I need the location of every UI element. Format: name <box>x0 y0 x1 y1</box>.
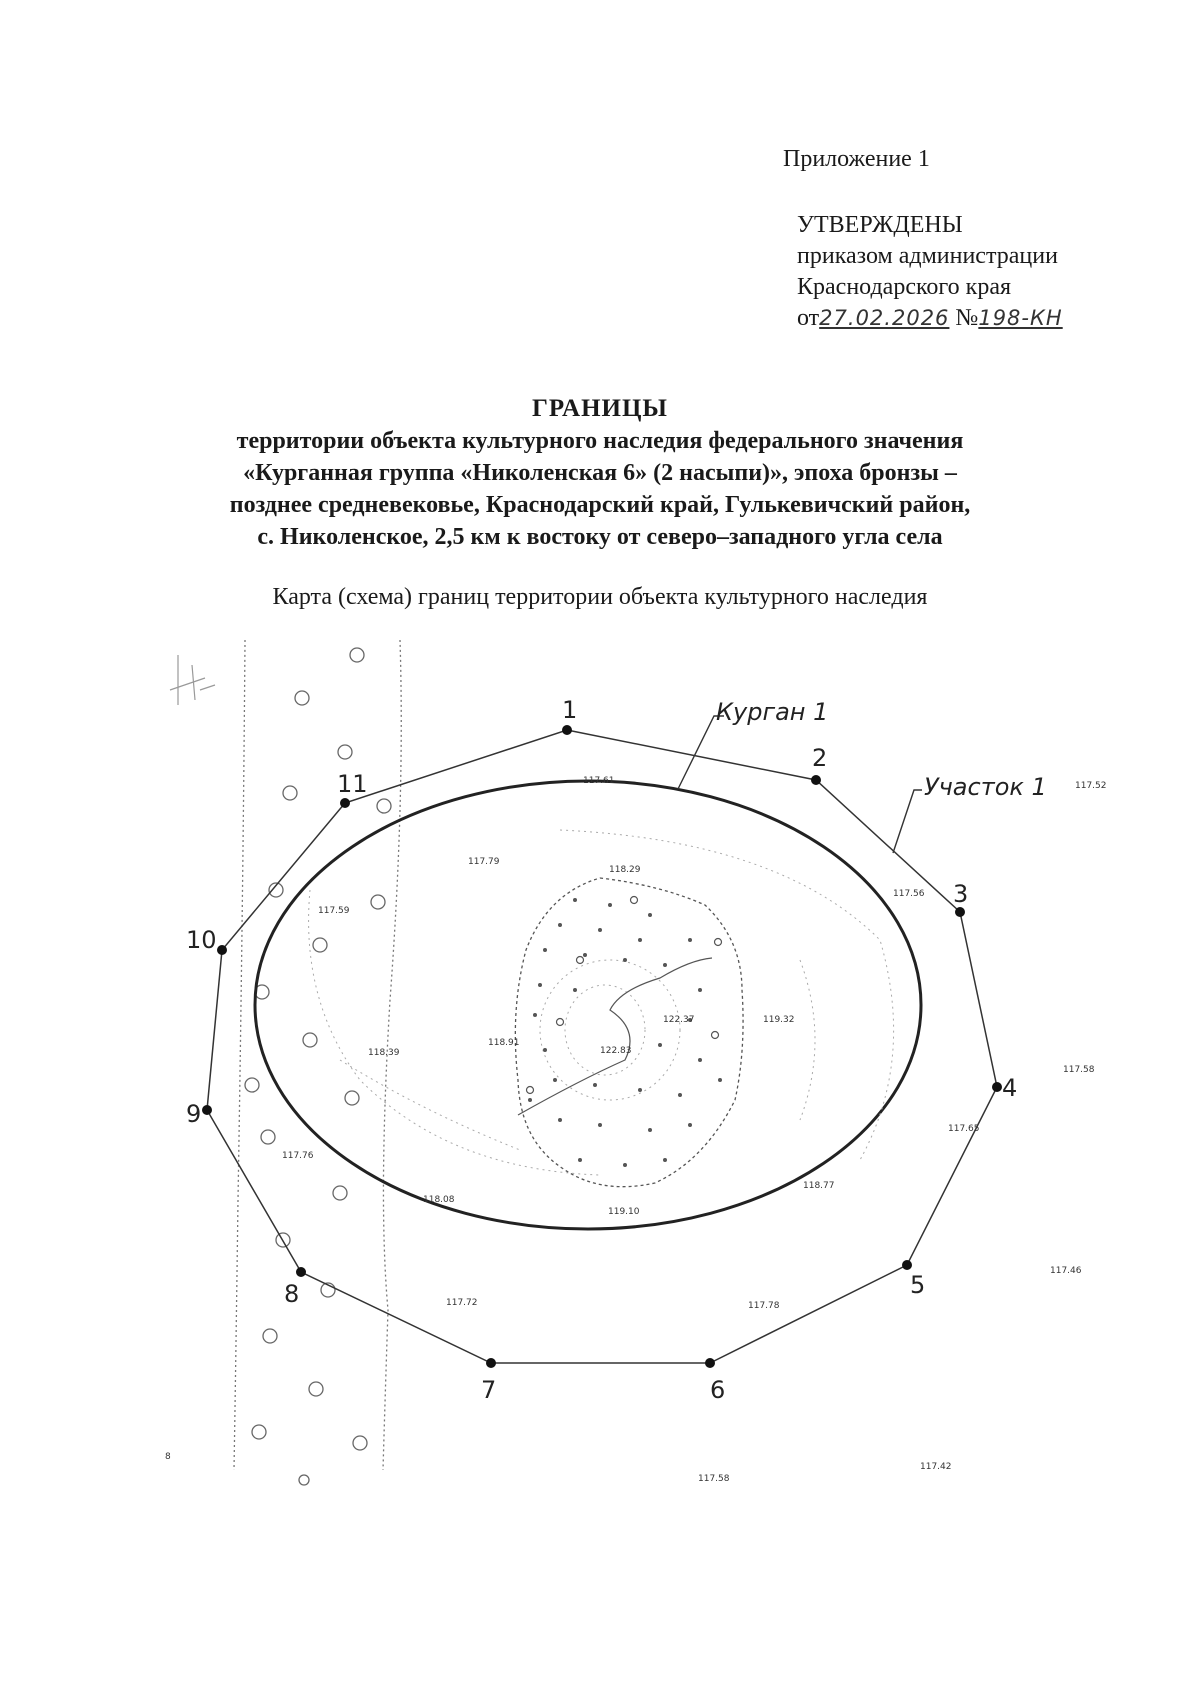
elevation-mark: 118.29 <box>609 865 641 875</box>
elevation-mark: 117.72 <box>446 1298 478 1308</box>
title-line-4: с. Николенское, 2,5 км к востоку от северо–западного угла села <box>257 524 943 550</box>
approved-heading: УТВЕРЖДЕНЫ <box>797 212 963 238</box>
corner-scribble <box>170 655 215 705</box>
boundary-point <box>296 1267 306 1277</box>
boundary-point <box>705 1358 715 1368</box>
boundary-point <box>202 1105 212 1115</box>
boundary-point <box>992 1082 1002 1092</box>
point-label-11: 11 <box>337 770 368 798</box>
number-prefix: № <box>955 305 979 331</box>
point-label-8: 8 <box>284 1280 300 1308</box>
kurgan-ellipse <box>255 781 921 1229</box>
elevation-mark: 117.56 <box>893 889 925 899</box>
contour-lines <box>309 830 894 1175</box>
point-label-9: 9 <box>186 1100 202 1128</box>
elevation-mark: 117.59 <box>318 906 350 916</box>
elevation-mark: 117.79 <box>468 857 500 867</box>
appendix-label: Приложение 1 <box>783 146 930 172</box>
elevation-marks <box>282 776 1107 1484</box>
strip-boundary-left <box>234 640 245 1470</box>
elevation-mark: 118.08 <box>423 1195 455 1205</box>
elevation-mark: 117.52 <box>1075 781 1107 791</box>
elevation-mark: 118.91 <box>488 1038 520 1048</box>
point-label-7: 7 <box>481 1376 497 1404</box>
corner-mark: 8 <box>165 1452 171 1462</box>
point-label-6: 6 <box>710 1376 726 1404</box>
elevation-mark: 117.65 <box>948 1124 980 1134</box>
boundary-point <box>486 1358 496 1368</box>
elevation-mark: 117.76 <box>282 1151 314 1161</box>
boundary-point <box>217 945 227 955</box>
mound-ridge-line <box>518 958 712 1115</box>
point-label-1: 1 <box>562 696 578 724</box>
elevation-mark: 122.83 <box>600 1046 632 1056</box>
point-label-3: 3 <box>953 880 969 908</box>
boundary-point <box>562 725 572 735</box>
order-line-1: приказом администрации <box>797 243 1058 269</box>
label-kurgan: Курган 1 <box>716 698 829 726</box>
point-label-5: 5 <box>910 1271 926 1299</box>
mound-dots <box>528 898 722 1167</box>
elevation-mark: 117.58 <box>698 1474 730 1484</box>
kurgan-leader <box>678 716 724 789</box>
title-line-3: позднее средневековье, Краснодарский край, Гулькевичский район, <box>229 492 971 518</box>
elevation-mark: 119.32 <box>763 1015 795 1025</box>
elevation-mark: 117.46 <box>1050 1266 1082 1276</box>
point-label-2: 2 <box>812 744 828 772</box>
boundary-point <box>902 1260 912 1270</box>
plot-leader <box>893 790 922 853</box>
elevation-mark: 117.42 <box>920 1462 952 1472</box>
title-line-2: «Курганная группа «Николенская 6» (2 насыпи)», эпоха бронзы – <box>243 460 957 486</box>
handwritten-date: 27.02.2026 <box>819 306 950 330</box>
elevation-mark: 117.58 <box>1063 1065 1095 1075</box>
boundary-point <box>955 907 965 917</box>
handwritten-number: 198-КН <box>978 306 1063 330</box>
elevation-mark: 117.61 <box>583 776 615 786</box>
elevation-mark: 117.78 <box>748 1301 780 1311</box>
elevation-mark: 119.10 <box>608 1207 640 1217</box>
title-line-1: территории объекта культурного наследия федерального значения <box>236 428 964 454</box>
boundary-point <box>340 798 350 808</box>
elevation-mark: 122.37 <box>663 1015 695 1025</box>
label-plot: Участок 1 <box>924 773 1047 801</box>
order-line-2: Краснодарского края <box>797 274 1012 300</box>
elevation-mark: 118.77 <box>803 1181 835 1191</box>
elevation-mark: 118.39 <box>368 1048 400 1058</box>
boundary-point <box>811 775 821 785</box>
date-prefix: от <box>797 305 820 331</box>
point-label-4: 4 <box>1002 1074 1018 1102</box>
title-heading: ГРАНИЦЫ <box>532 395 668 422</box>
map-subtitle: Карта (схема) границ территории объекта культурного наследия <box>272 584 928 610</box>
point-label-10: 10 <box>186 926 217 954</box>
